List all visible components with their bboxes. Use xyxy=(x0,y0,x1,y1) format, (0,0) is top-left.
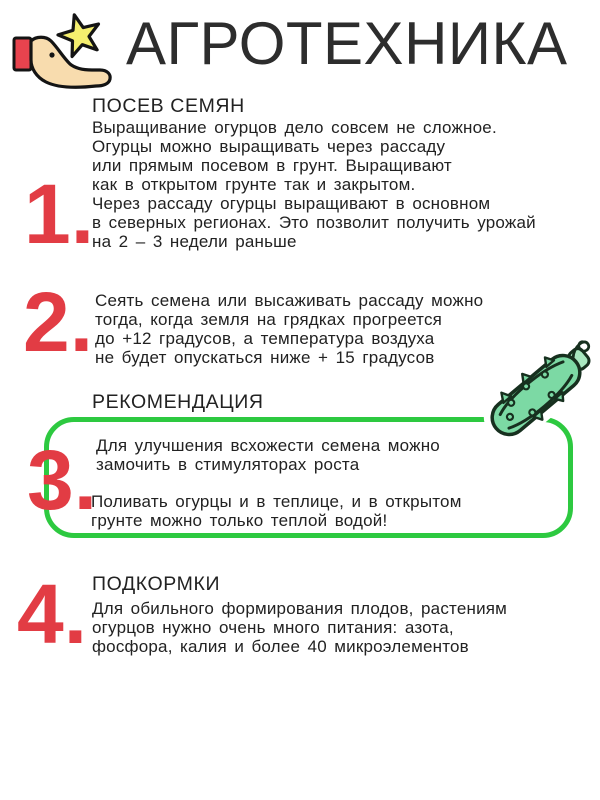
text-line: или прямым посевом в грунт. Выращивают xyxy=(92,156,452,175)
section-text-feeding xyxy=(92,599,507,656)
section-heading-sowing: ПОСЕВ СЕМЯН xyxy=(92,95,245,117)
section-text-planting xyxy=(95,291,483,367)
text-line: Выращивание огурцов дело совсем не сложное. xyxy=(92,118,497,137)
star-icon xyxy=(58,15,99,57)
page-title: АГРОТЕХНИКА xyxy=(126,10,568,77)
text-line: Для улучшения всхожести семена можно xyxy=(96,436,440,455)
text-line: Через рассаду огурцы выращивают в основном xyxy=(92,194,491,213)
step-number-2: 2. xyxy=(23,275,94,369)
text-line: на 2 – 3 недели раньше xyxy=(92,232,297,251)
text-line: Поливать огурцы и в теплице, и в открытом xyxy=(91,492,462,511)
text-line: до +12 градусов, а температура воздуха xyxy=(95,329,435,348)
section-heading-recommendation: РЕКОМЕНДАЦИЯ xyxy=(92,391,264,413)
section-heading-feeding: ПОДКОРМКИ xyxy=(92,573,221,595)
cucumber-icon xyxy=(470,328,598,450)
sleeve-cuff-shape xyxy=(14,38,31,70)
text-line: в северных регионах. Это позволит получить урожай xyxy=(92,213,536,232)
recommendation-tip-2 xyxy=(91,492,462,530)
step-number-3: 3. xyxy=(27,433,98,527)
step-number-1: 1. xyxy=(24,167,95,261)
section-text-sowing xyxy=(92,118,536,251)
text-line: огурцов нужно очень много питания: азота, xyxy=(92,618,454,637)
recommendation-tip-1 xyxy=(96,436,440,474)
text-line: Для обильного формирования плодов, растениям xyxy=(92,599,508,618)
text-line: не будет опускаться ниже + 15 градусов xyxy=(95,348,435,367)
hand-dot xyxy=(49,52,54,57)
text-line: Огурцы можно выращивать через рассаду xyxy=(92,137,446,156)
text-line: тогда, когда земля на грядках прогреется xyxy=(95,310,443,329)
text-line: фосфора, калия и более 40 микроэлементов xyxy=(92,637,469,656)
step-number-4: 4. xyxy=(17,567,88,661)
hand-star-icon xyxy=(12,8,118,100)
text-line: как в открытом грунте так и закрытом. xyxy=(92,175,416,194)
text-line: замочить в стимуляторах роста xyxy=(96,455,360,474)
hand-shape xyxy=(31,37,110,87)
text-line: грунте можно только теплой водой! xyxy=(91,511,388,530)
text-line: Сеять семена или высаживать рассаду можно xyxy=(95,291,484,310)
